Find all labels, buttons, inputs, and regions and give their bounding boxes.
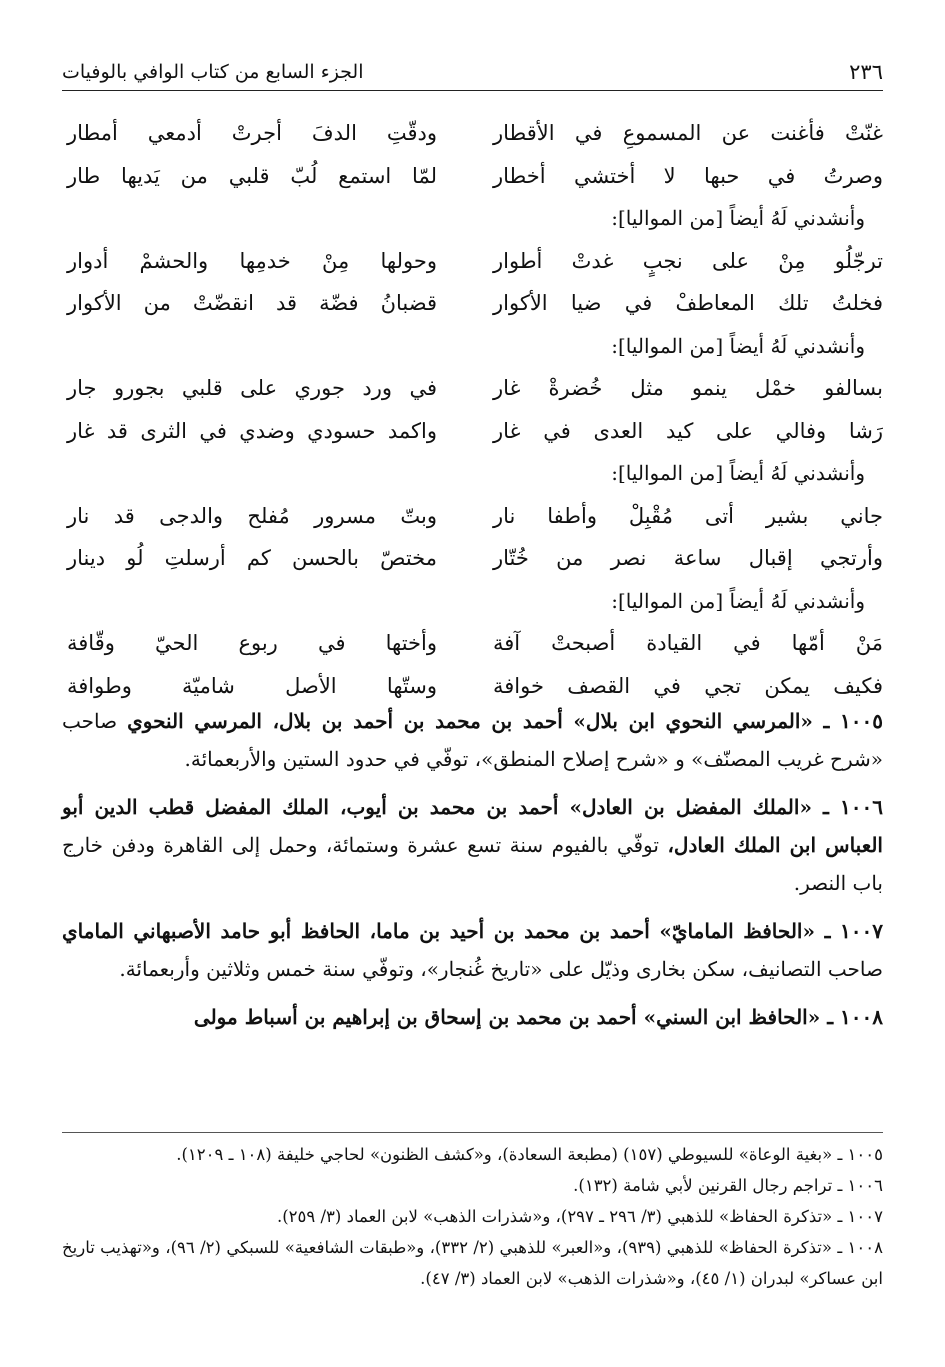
verse-second-hemistich: في ورد جوري على قلبي بجورو جار [67,376,437,401]
verse-intro: وأنشدني لَهُ أيضاً [من المواليا]: [611,461,865,486]
verse-first-hemistich: وأرتجي إقبال ساعة نصر من خُتّار [493,546,883,571]
verse-line [62,537,883,580]
footnote: ١٠٠٥ ـ «بغية الوعاة» للسيوطي (١٥٧) (مطبعة السعادة)، و«كشف الظنون» لحاجي خليفة (١٠٨ ـ ١٢٠٩). [176,1145,883,1164]
verse-line [62,495,883,538]
biography-entry [62,788,883,902]
biography-entry [62,702,883,778]
entry-text: صاحب «شرح غريب المصنّف» و «شرح إصلاح المنطق»، توفّي في حدود الستين والأربعمائة. [62,709,883,771]
verse-intro: وأنشدني لَهُ أيضاً [من المواليا]: [611,588,865,613]
verse-second-hemistich: وحولها مِنْ خدمِها والحشمْ أدوار [67,248,437,273]
entry-heading: ١٠٠٧ ـ «الحافظ المامايّ» أحمد بن محمد بن أحيد بن ماما، الحافظ أبو حامد الأصبهاني الماماي [62,919,883,943]
verse-first-hemistich: وصرتُ في حبها لا أختشي أخطار [493,163,883,188]
verse-line [62,367,883,410]
verse-second-hemistich: واكمد حسودي وضدي في الثرى قد غار [67,418,437,443]
verse-second-hemistich: قضبانُ فضّة قد انقضّتْ من الأكوار [67,291,437,316]
verse-line [62,155,883,198]
biography-entry [62,998,883,1036]
verse-intro: وأنشدني لَهُ أيضاً [من المواليا]: [611,333,865,358]
biography-entry [62,912,883,988]
entry-heading: ١٠٠٥ ـ «المرسي النحوي ابن بلال» أحمد بن محمد بن أحمد بن بلال، المرسي النحوي [127,709,883,733]
entry-text: صاحب التصانيف، سكن بخارى وذيّل على «تاريخ غُنجار»، وتوفّي سنة خمس وثلاثين وأربعمائة. [119,957,883,981]
entry-heading: ١٠٠٦ ـ «الملك المفضل بن العادل» أحمد بن محمد بن أيوب، الملك المفضل قطب الدين أبو العباس ابن الملك العادل، [62,795,883,857]
verse-second-hemistich: وأختها في ربوع الحيّ وقّافة [67,631,437,656]
poem-verses [62,112,883,707]
verse-first-hemistich: رَشا وفالي على كيد العدى في غار [493,418,883,443]
verse-first-hemistich: ترجّلُو مِنْ على نجبٍ غدتْ أطوار [493,248,883,273]
verse-first-hemistich: مَنْ أمّها في القيادة أصبحتْ آفة [493,631,883,656]
footnote: ١٠٠٨ ـ «تذكرة الحفاظ» للذهبي (٩٣٩)، و«العبر» للذهبي (٢/ ٣٣٢)، و«طبقات الشافعية» للسبكي (٢/ ٩٦)، و«تهذيب تاريخ ابن عساكر» لبدران (١/ ٤٥)، و«شذرات الذهب» لابن العماد (٣/ ٤٧). [62,1238,883,1288]
biography-entries [62,702,883,1046]
footnote: ١٠٠٦ ـ تراجم رجال القرنين لأبي شامة (١٣٢). [573,1176,883,1195]
footnotes [62,1132,883,1294]
verse-second-hemistich: لمّا استمع لُبّ قلبي من يَديها طار [67,163,437,188]
verse-line [62,622,883,665]
verse-line [62,240,883,283]
verse-first-hemistich: فخلتُ تلك المعاطفْ في ضيا الأكوار [493,291,883,316]
verse-line [62,665,883,708]
verse-line [62,410,883,453]
verse-second-hemistich: ودقّتِ الدفَ أجرتْ أدمعي أمطار [67,121,437,146]
verse-second-hemistich: مختصّ بالحسن كم أرسلتِ لُو دينار [67,546,437,571]
verse-line [62,282,883,325]
verse-intro: وأنشدني لَهُ أيضاً [من المواليا]: [611,206,865,231]
verse-second-hemistich: وبتّ مسرور مُفلح والدجى قد نار [67,503,437,528]
running-header [62,54,883,91]
running-title: الجزء السابع من كتاب الوافي بالوفيات [62,61,364,83]
page-number: ٢٣٦ [849,60,883,84]
entry-heading: ١٠٠٨ ـ «الحافظ ابن السني» أحمد بن محمد بن إسحاق بن إبراهيم بن أسباط مولى [193,1005,883,1029]
verse-second-hemistich: وستّها الأصل شاميّة وطوافة [67,673,437,698]
verse-first-hemistich: غنّتْ فأغنت عن المسموعِ في الأقطار [493,121,883,146]
verse-first-hemistich: فكيف يمكن تجي في القصف خوافة [493,673,883,698]
verse-line [62,112,883,155]
verse-first-hemistich: بسالفو خمْل ينمو مثل خُضرةْ غار [493,376,883,401]
verse-first-hemistich: جاني بشير أتى مُقْبِلْ وأطفا نار [493,503,883,528]
footnote: ١٠٠٧ ـ «تذكرة الحفاظ» للذهبي (٣/ ٢٩٦ ـ ٢٩٧)، و«شذرات الذهب» لابن العماد (٣/ ٢٥٩). [276,1207,883,1226]
entry-text: توفّي بالفيوم سنة تسع عشرة وستمائة، وحمل إلى القاهرة ودفن خارج باب النصر. [62,833,883,895]
